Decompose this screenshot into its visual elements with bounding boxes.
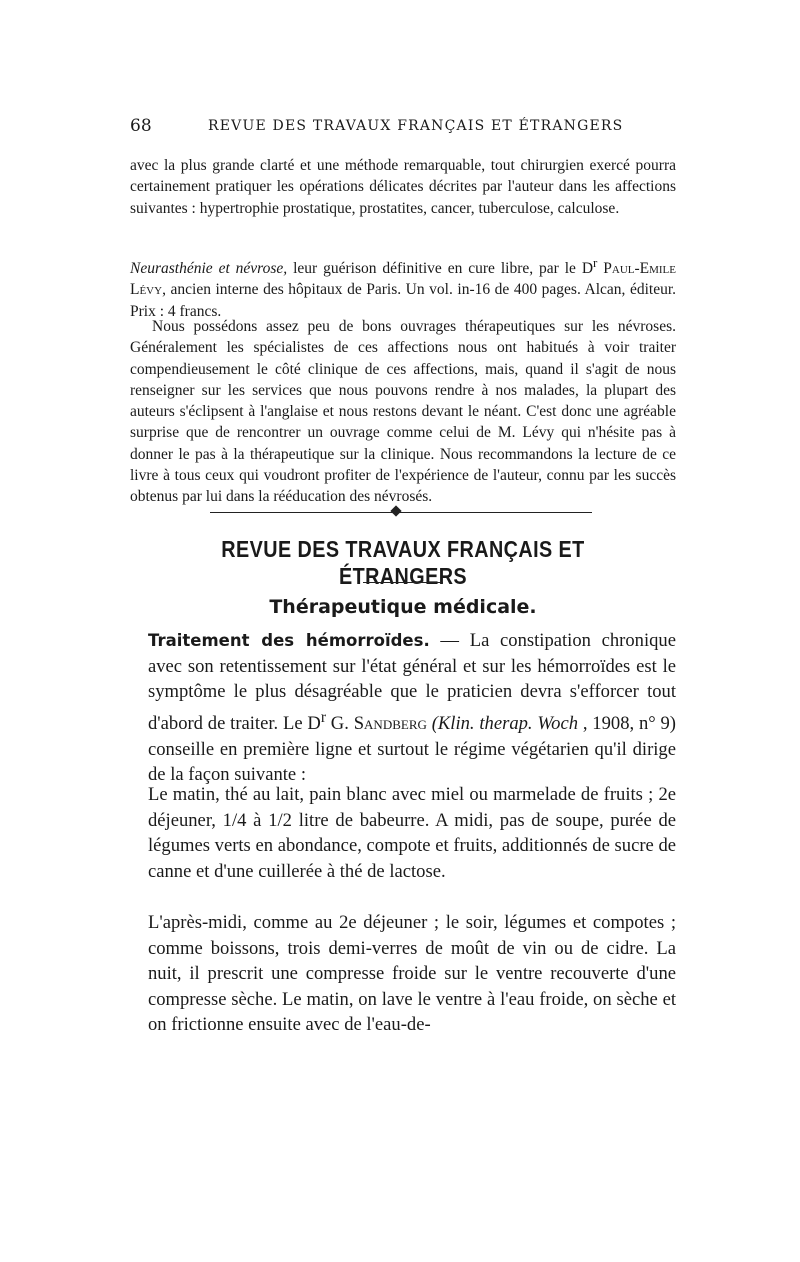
book-title: Neurasthénie et névrose, <box>130 260 288 278</box>
article-reference: (Klin. therap. Woch <box>426 712 579 734</box>
book-review-body: Nous possédons assez peu de bons ouvrages thérapeutiques sur les névroses. Généralement les spécialistes de ces affections nous ont habitués à voir traiter compendieusement le côté clinique de ces affections, mais, quand il s'agit de nous renseigner sur les services que nous pouvons rendre à nos malades, la plupart des auteurs s'éclipsent à l'anglaise et nous restons devant le néant. C'est donc une agréable surprise que de rencontrer un ouvrage comme celui de M. Lévy qui n'hésite pas à donner le pas à la thérapeutique sur la clinique. Nous recommandons la lecture de ce livre à tous ceux qui voudront profiter de l'expérience de l'auteur, connu par les succès obtenus par lui dans la rééducation des névrosés. <box>130 318 676 506</box>
article-dr-superscript: r <box>320 708 326 726</box>
running-head <box>130 116 676 138</box>
book-intro-b: , ancien interne des hôpitaux de Paris. Un vol. in-16 de 400 pages. Alcan, éditeur. Prix : 4 francs. <box>130 281 676 320</box>
article-p1-b: , 1908, n° 9) conseille en première ligne et surtout le régime végétarien qu'il dirige de la façon suivante : <box>148 712 676 786</box>
section-divider <box>210 512 592 513</box>
article-paragraph-2: Le matin, thé au lait, pain blanc avec miel ou marmelade de fruits ; 2e déjeuner, 1/4 à 1/2 litre de babeurre. A midi, pas de soupe, purée de légumes verts en abondance, compote et fruits, additionnés de sucre de canne et d'une cuillerée à thé de lactose. <box>148 784 676 882</box>
dr-superscript: r <box>593 255 598 270</box>
article-paragraph-3: L'après-midi, comme au 2e déjeuner ; le soir, légumes et compotes ; comme boissons, trois demi-verres de moût de vin ou de cidre. La nuit, il prescrit une compresse froide sur le ventre recouverte d'une compresse sèche. Le matin, on lave le ventre à l'eau froide, on sèche et on frictionne ensuite avec de l'eau-de- <box>148 912 676 1036</box>
running-title: REVUE DES TRAVAUX FRANÇAIS ET ÉTRANGERS <box>208 118 624 134</box>
article-lead: Traitement des hémorroïdes. <box>148 631 430 650</box>
section-title: REVUE DES TRAVAUX FRANÇAIS ET ÉTRANGERS <box>221 536 585 589</box>
book-intro-a: leur guérison définitive en cure libre, par le D <box>287 260 594 278</box>
article-author: G. Sandberg <box>326 712 427 734</box>
subsection-title: Thérapeutique médicale. <box>269 596 537 618</box>
book-review-heading <box>130 252 676 322</box>
book-author: Paul-Emile Lévy <box>130 260 676 299</box>
article-paragraph-1 <box>148 628 676 788</box>
page-number: 68 <box>130 116 152 136</box>
article-p1-a: — La constipation chronique avec son retentissement sur l'état général et sur les hémorroïdes est le symptôme le plus désagréable que le praticien devra s'efforcer tout d'abord de traiter. Le D <box>148 630 676 734</box>
review-end-paragraph: avec la plus grande clarté et une méthode remarquable, tout chirurgien exercé pourra certainement pratiquer les opérations délicates décrites par l'auteur dans les affections suivantes : hypertrophie prostatique, prostatites, cancer, tuberculose, calculose. <box>130 157 676 217</box>
title-underline <box>363 582 443 583</box>
